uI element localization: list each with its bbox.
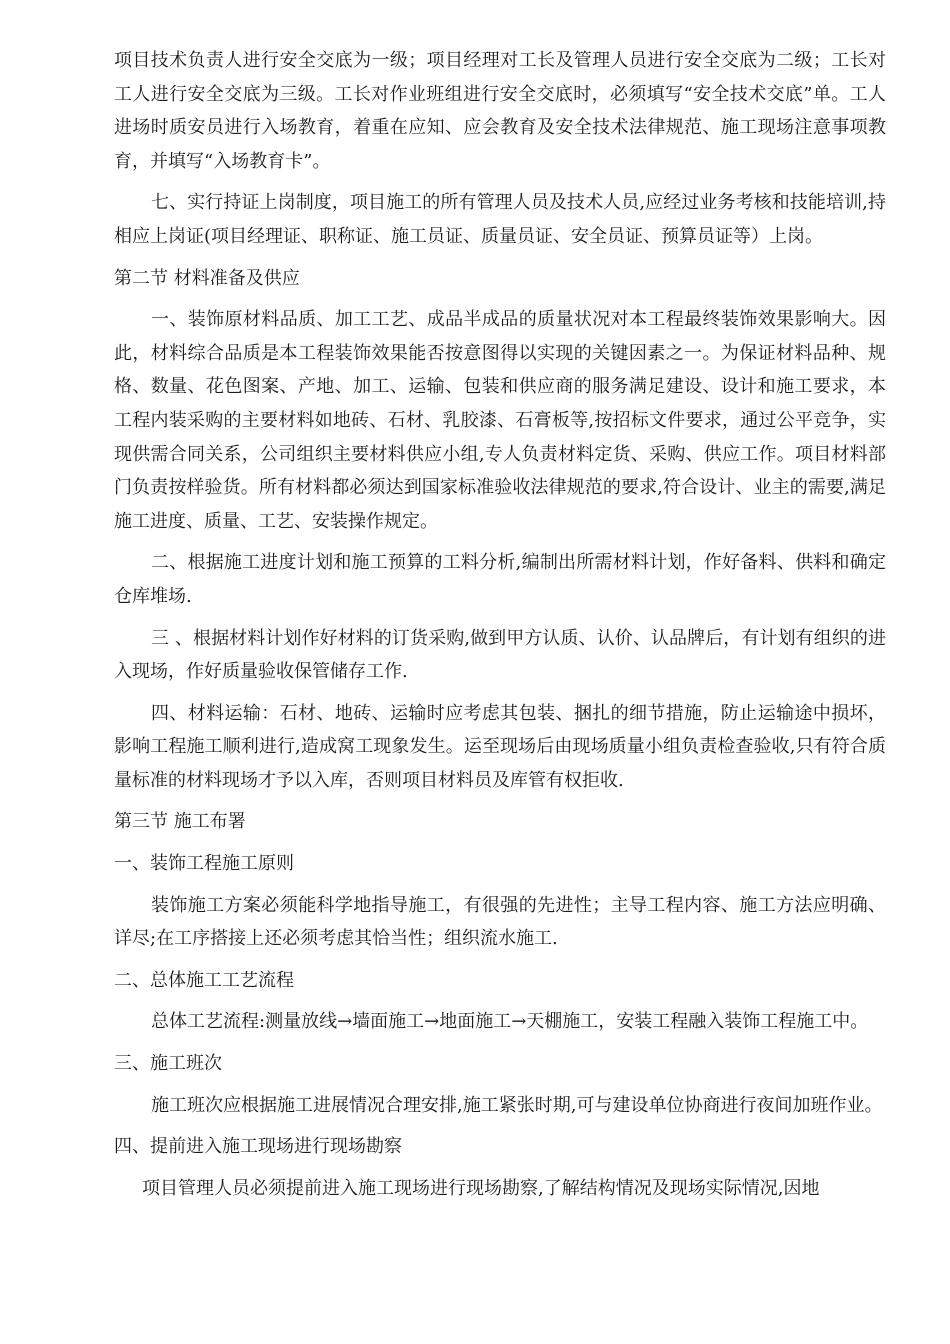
- subheading-principles: 一、装饰工程施工原则: [114, 853, 294, 875]
- paragraph-materials-2: 二、根据施工进度计划和施工预算的工料分析,编制出所需材料计划，作好备料、供料和确定仓库堆场.: [114, 552, 886, 607]
- paragraph-process-flow: 总体工艺流程:测量放线→墙面施工→地面施工→天棚施工，安装工程融入装饰工程施工中。: [151, 1011, 869, 1033]
- paragraph-certification: 七、实行持证上岗制度，项目施工的所有管理人员及技术人员,应经过业务考核和技能培训,持相应上岗证(项目经理证、职称证、施工员证、质量员证、安全员证、预算员证等）上岗。: [114, 192, 886, 247]
- document-page: [114, 44, 886, 1213]
- subheading-shifts: 三、施工班次: [114, 1053, 222, 1075]
- section-heading-materials: 第二节 材料准备及供应: [114, 267, 300, 289]
- paragraph-materials-4: 四、材料运输：石材、地砖、运输时应考虑其包装、捆扎的细节措施，防止运输途中损坏，影响工程施工顺利进行,造成窝工现象发生。运至现场后由现场质量小组负责检查验收,只有符合质量标准的材料现场才予以入库，否则项目材料员及库管有权拒收.: [114, 702, 886, 791]
- paragraph-principles: 装饰施工方案必须能科学地指导施工，有很强的先进性；主导工程内容、施工方法应明确、详尽;在工序搭接上还必须考虑其恰当性；组织流水施工.: [114, 894, 886, 950]
- subheading-process-flow: 二、总体施工工艺流程: [114, 969, 294, 991]
- paragraph-materials-1: 一、装饰原材料品质、加工工艺、成品半成品的质量状况对本工程最终装饰效果影响大。因此，材料综合品质是本工程装饰效果能否按意图得以实现的关键因素之一。为保证材料品种、规格、数量、花色图案、产地、加工、运输、包装和供应商的服务满足建设、设计和施工要求，本工程内装采购的主要材料如地砖、石材、乳胶漆、石膏板等,按招标文件要求，通过公平竞争，实现供需合同关系，公司组织主要材料供应小组,专人负责材料定货、采购、供应工作。项目材料部门负责按样验货。所有材料都必须达到国家标准验收法律规范的要求,符合设计、业主的需要,满足施工进度、质量、工艺、安装操作规定。: [114, 309, 886, 532]
- paragraph-shifts: 施工班次应根据施工进展情况合理安排,施工紧张时期,可与建设单位协商进行夜间加班作业。: [151, 1094, 883, 1116]
- subheading-site-survey: 四、提前进入施工现场进行现场勘察: [114, 1136, 402, 1158]
- paragraph-safety-briefing: 项目技术负责人进行安全交底为一级；项目经理对工长及管理人员进行安全交底为二级；工长对工人进行安全交底为三级。工长对作业班组进行安全交底时，必须填写“安全技术交底”单。工人进场时质安员进行入场教育，着重在应知、应会教育及安全技术法律规范、施工现场注意事项教育，并填写“入场教育卡”。: [114, 50, 886, 172]
- paragraph-site-survey: 项目管理人员必须提前进入施工现场进行现场勘察,了解结构情况及现场实际情况,因地: [142, 1177, 820, 1199]
- section-heading-deployment: 第三节 施工布署: [114, 811, 246, 833]
- paragraph-materials-3: 三 、根据材料计划作好材料的订货采购,做到甲方认质、认价、认品牌后，有计划有组织的进入现场，作好质量验收保管储存工作.: [114, 627, 886, 683]
